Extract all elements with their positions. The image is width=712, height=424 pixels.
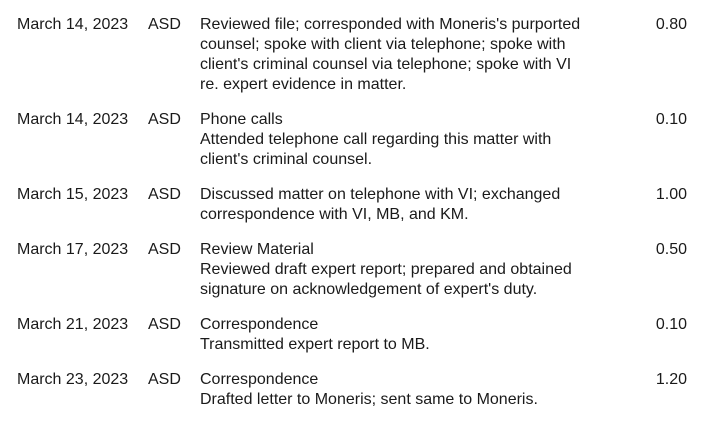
- entry-category: Correspondence: [200, 371, 319, 388]
- description-line: client's criminal counsel via telephone; spoke with VI: [200, 56, 572, 73]
- entry-hours: 0.50: [655, 241, 687, 258]
- description-line: Discussed matter on telephone with VI; exchanged: [200, 186, 561, 203]
- entry-date: March 17, 2023: [17, 241, 129, 258]
- description-line: Reviewed draft expert report; prepared and obtained: [200, 261, 572, 278]
- description-line: correspondence with VI, MB, and KM.: [200, 206, 469, 223]
- entry-description: [200, 315, 600, 355]
- entry-hours: 0.10: [655, 111, 687, 128]
- description-line: signature on acknowledgement of expert's duty.: [200, 281, 538, 298]
- entry-hours: 1.00: [655, 186, 687, 203]
- description-line: re. expert evidence in matter.: [200, 76, 407, 93]
- entry-date: March 15, 2023: [17, 186, 129, 203]
- entry-initials: ASD: [148, 371, 181, 388]
- entry-hours: 0.80: [655, 16, 687, 33]
- entry-description: [200, 110, 600, 170]
- entry-description: [200, 15, 600, 95]
- entry-category: Review Material: [200, 241, 314, 258]
- description-line: counsel; spoke with client via telephone; spoke with: [200, 36, 566, 53]
- description-line: Reviewed file; corresponded with Moneris's purported: [200, 16, 581, 33]
- entry-category: Correspondence: [200, 316, 319, 333]
- entry-initials: ASD: [148, 16, 181, 33]
- entry-date: March 23, 2023: [17, 371, 129, 388]
- entry-hours: 0.10: [655, 316, 687, 333]
- description-line: Transmitted expert report to MB.: [200, 336, 430, 353]
- entry-description: [200, 370, 600, 410]
- entry-initials: ASD: [148, 186, 181, 203]
- entry-description: [200, 185, 600, 225]
- entry-date: March 14, 2023: [17, 111, 129, 128]
- entry-date: March 21, 2023: [17, 316, 129, 333]
- description-line: Drafted letter to Moneris; sent same to Moneris.: [200, 391, 538, 408]
- entry-hours: 1.20: [655, 371, 687, 388]
- entry-initials: ASD: [148, 316, 181, 333]
- entry-initials: ASD: [148, 111, 181, 128]
- entry-category: Phone calls: [200, 111, 283, 128]
- description-line: Attended telephone call regarding this matter with: [200, 131, 552, 148]
- entry-date: March 14, 2023: [17, 16, 129, 33]
- entry-description: [200, 240, 600, 300]
- description-line: client's criminal counsel.: [200, 151, 373, 168]
- entry-initials: ASD: [148, 241, 181, 258]
